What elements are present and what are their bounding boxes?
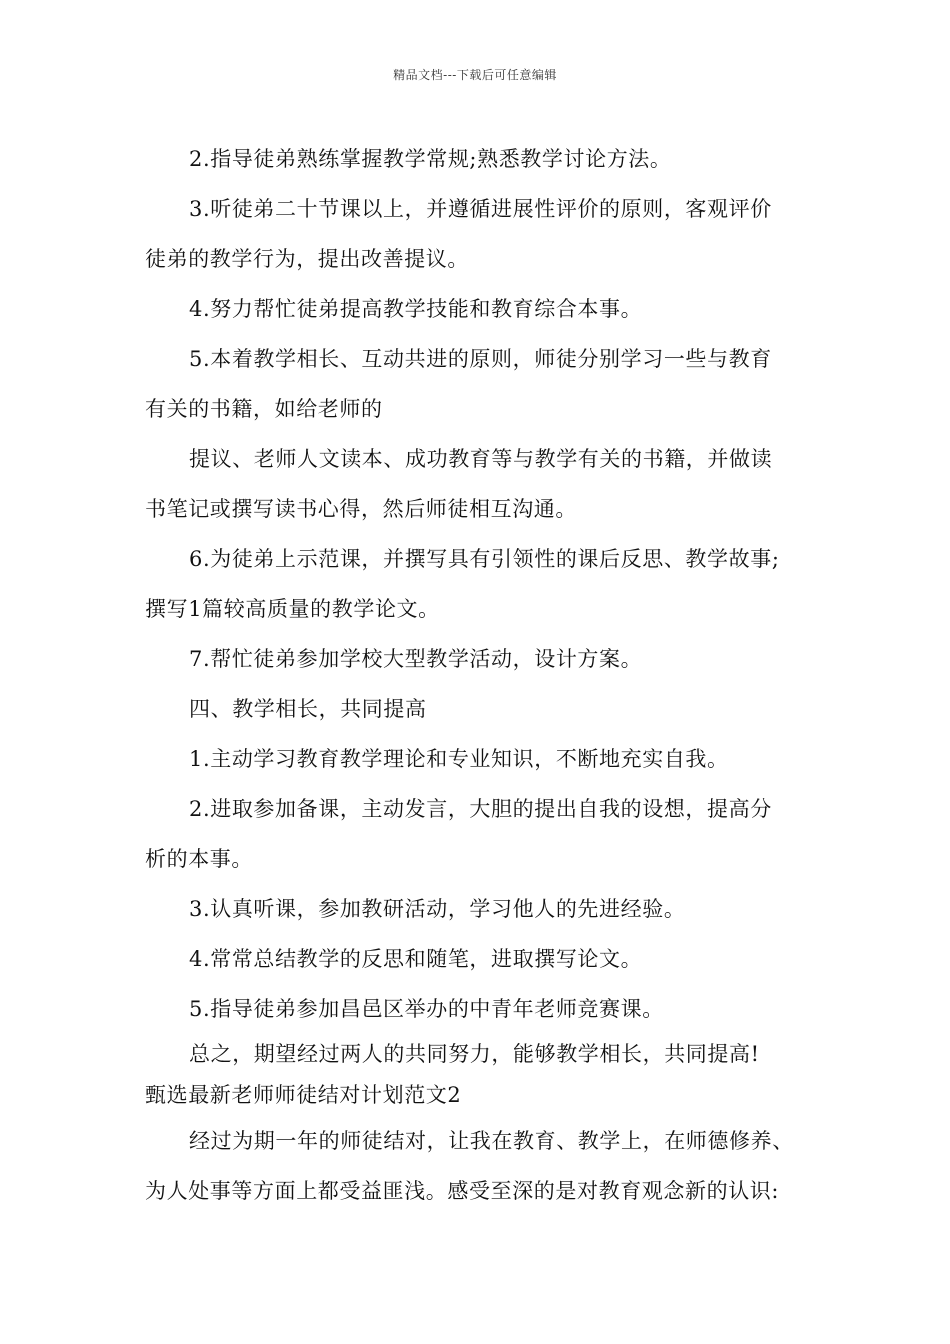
paragraph-line: 5.本着教学相长、互动共进的原则，师徒分别学习一些与教育 <box>189 347 772 371</box>
paragraph-line: 经过为期一年的师徒结对，让我在教育、教学上，在师德修养、 <box>189 1129 794 1153</box>
section-heading: 四、教学相长，共同提高 <box>189 697 427 721</box>
document-body <box>145 134 825 1216</box>
paragraph-line: 4.努力帮忙徒弟提高教学技能和教育综合本事。 <box>189 297 643 321</box>
paragraph-line: 提议、老师人文读本、成功教育等与教学有关的书籍，并做读 <box>189 447 773 471</box>
paragraph-line: 总之，期望经过两人的共同努力，能够教学相长，共同提高! <box>189 1042 760 1066</box>
paragraph-line: 1.主动学习教育教学理论和专业知识，不断地充实自我。 <box>189 747 729 771</box>
paragraph-line: 2.进取参加备课，主动发言，大胆的提出自我的设想，提高分 <box>189 797 772 821</box>
paragraph-line: 3.听徒弟二十节课以上，并遵循进展性评价的原则，客观评价 <box>189 197 772 221</box>
paragraph-line: 书笔记或撰写读书心得，然后师徒相互沟通。 <box>145 497 577 521</box>
paragraph-line: 3.认真听课，参加教研活动，学习他人的先进经验。 <box>189 897 686 921</box>
paragraph-line: 为人处事等方面上都受益匪浅。感受至深的是对教育观念新的认识: <box>145 1179 780 1203</box>
paragraph-line: 6.为徒弟上示范课，并撰写具有引领性的课后反思、教学故事; <box>189 547 780 571</box>
paragraph-line: 5.指导徒弟参加昌邑区举办的中青年老师竞赛课。 <box>189 997 664 1021</box>
paragraph-line: 有关的书籍，如给老师的 <box>145 397 383 421</box>
paragraph-line: 4.常常总结教学的反思和随笔，进取撰写论文。 <box>189 947 643 971</box>
document-title: 甄选最新老师师徒结对计划范文2 <box>145 1083 462 1107</box>
paragraph-line: 撰写1篇较高质量的教学论文。 <box>145 597 440 621</box>
paragraph-line: 2.指导徒弟熟练掌握教学常规;熟悉教学讨论方法。 <box>189 147 672 171</box>
paragraph-line: 徒弟的教学行为，提出改善提议。 <box>145 247 469 271</box>
paragraph-line: 7.帮忙徒弟参加学校大型教学活动，设计方案。 <box>189 647 643 671</box>
paragraph-line: 析的本事。 <box>145 847 253 871</box>
page-header: 精品文档---下载后可任意编辑 <box>393 68 557 82</box>
